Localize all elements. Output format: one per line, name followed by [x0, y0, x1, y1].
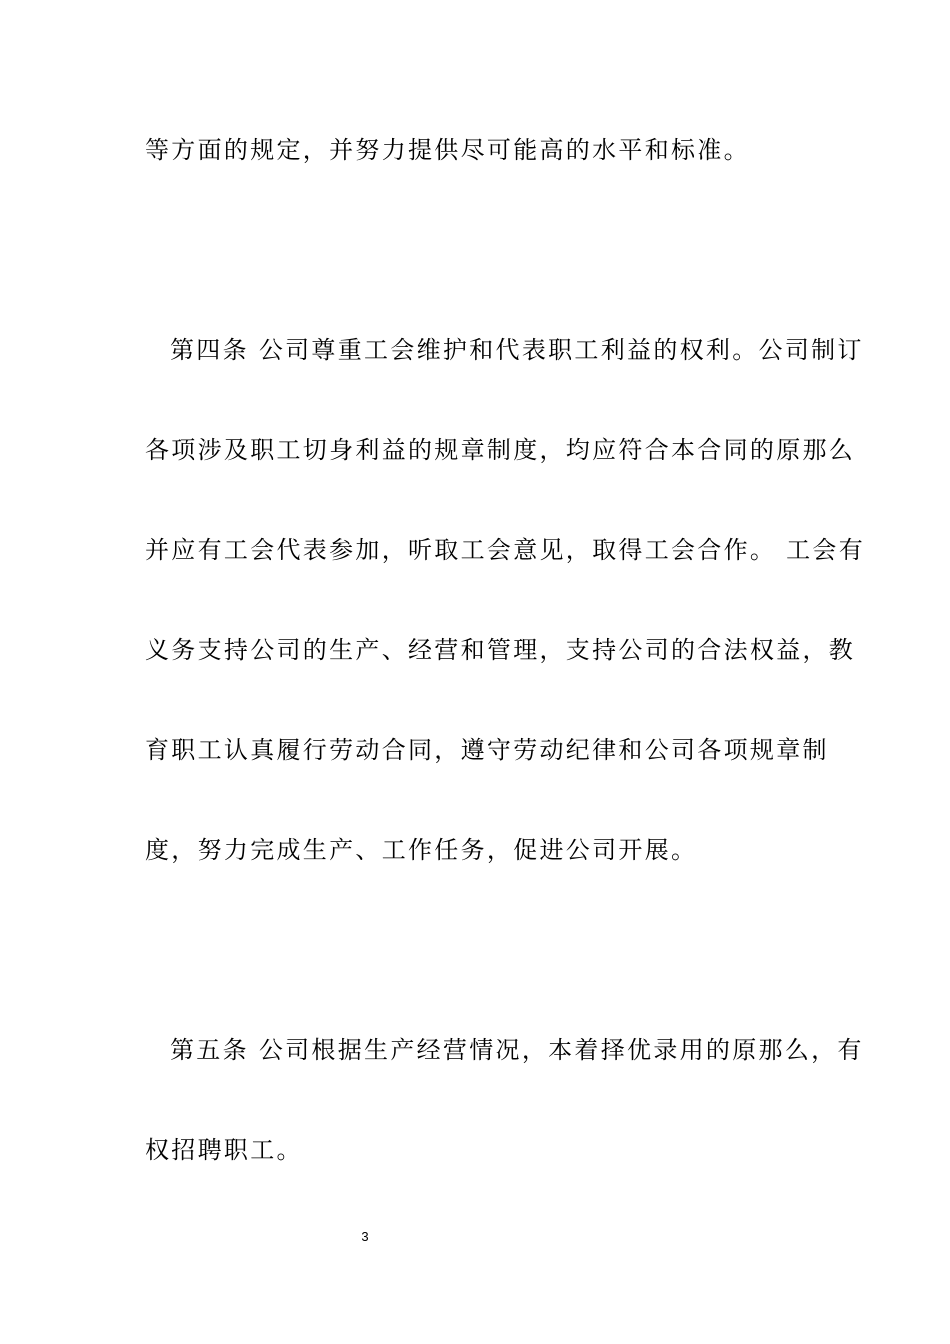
- text-line: 等方面的规定，并努力提供尽可能高的水平和标准。: [145, 136, 750, 164]
- page-number: 3: [361, 1229, 369, 1244]
- text-line: 各项涉及职工切身利益的规章制度，均应符合本合同的原那么: [145, 436, 856, 464]
- text-line: 育职工认真履行劳动合同，遵守劳动纪律和公司各项规章制: [145, 736, 829, 764]
- text-line: 并应有工会代表参加，听取工会意见，取得工会合作。 工会有: [145, 536, 866, 564]
- article-four-heading-line: 第四条 公司尊重工会维护和代表职工利益的权利。公司制订: [170, 336, 864, 364]
- text-line: 度，努力完成生产、工作任务，促进公司开展。: [145, 836, 698, 864]
- article-five-heading-line: 第五条 公司根据生产经营情况，本着择优录用的原那么，有: [170, 1036, 864, 1064]
- text-line: 权招聘职工。: [145, 1136, 303, 1164]
- text-line: 义务支持公司的生产、经营和管理，支持公司的合法权益，教: [145, 636, 856, 664]
